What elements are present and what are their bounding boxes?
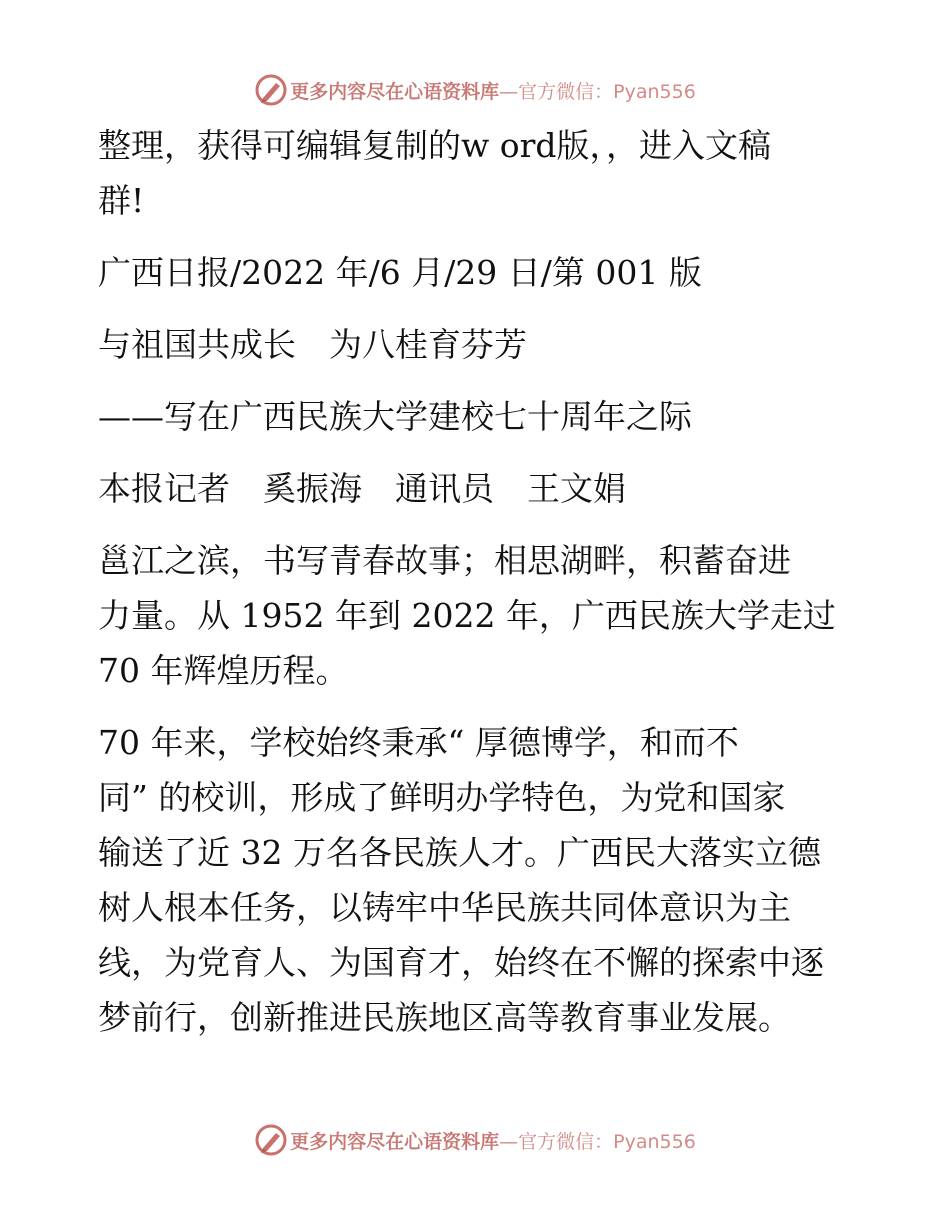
footer-watermark-banner [0, 1120, 950, 1160]
text-line: 同” 的校训，形成了鲜明办学特色，为党和国家 [98, 778, 786, 817]
publication-info: 广西日报/2022 年/6 月/29 日/第 001 版 [98, 253, 702, 292]
pen-logo-icon [254, 73, 288, 107]
header-watermark-banner [0, 70, 950, 110]
banner-wechat: —官方微信：Pyan556 [499, 1130, 696, 1153]
banner-title: 更多内容尽在心语资料库 [290, 80, 500, 103]
text-line: 树人根本任务，以铸牢中华民族共同体意识为主 [98, 888, 791, 927]
text-line: 梦前行，创新推进民族地区高等教育事业发展。 [98, 998, 791, 1037]
text-line: 整理，获得可编辑复制的w ord版，，进入文稿 [98, 126, 772, 165]
article-title: 与祖国共成长 为八桂育芬芳 [98, 325, 527, 364]
text-line: 70 年辉煌历程。 [98, 651, 349, 690]
pen-logo-icon [254, 1123, 288, 1157]
text-line: 输送了近 32 万名各民族人才。广西民大落实立德 [98, 833, 821, 872]
byline: 本报记者 奚振海 通讯员 王文娟 [98, 469, 626, 508]
text-line: 线，为党育人、为国育才，始终在不懈的探索中逐 [98, 943, 824, 982]
text-line: 70 年来，学校始终秉承“ 厚德博学，和而不 [98, 723, 739, 762]
text-line: 群! [98, 181, 145, 220]
banner-title: 更多内容尽在心语资料库 [290, 1130, 500, 1153]
text-line: 邕江之滨，书写青春故事；相思湖畔，积蓄奋进 [98, 541, 791, 580]
document-body [98, 118, 858, 1045]
article-subtitle: ——写在广西民族大学建校七十周年之际 [98, 397, 692, 436]
text-line: 力量。从 1952 年到 2022 年，广西民族大学走过 [98, 596, 836, 635]
banner-wechat: —官方微信：Pyan556 [499, 80, 696, 103]
